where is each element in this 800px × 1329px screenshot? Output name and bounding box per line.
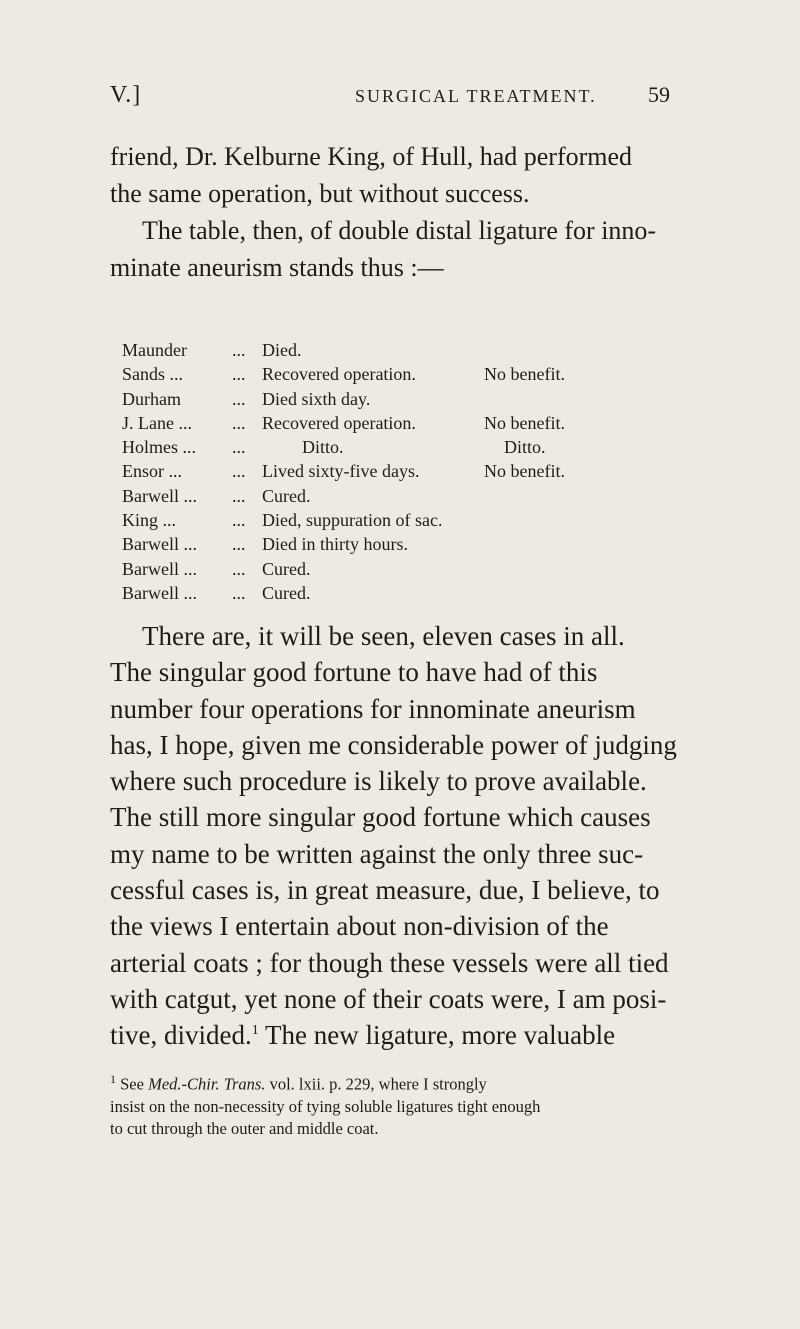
case-leader-dots: ... (232, 534, 246, 555)
case-surgeon: Barwell ... (122, 485, 197, 506)
journal-title: Med.-Chir. Trans. (148, 1074, 266, 1094)
case-outcome: Cured. (262, 582, 311, 603)
case-result: No benefit. (484, 364, 565, 385)
case-outcome: Died, suppuration of sac. (262, 510, 443, 531)
case-surgeon: Durham (122, 388, 181, 409)
case-surgeon: J. Lane ... (122, 412, 192, 433)
text-line: number four operations for innominate aneurism (110, 693, 636, 724)
text-fragment: tive, divided. (110, 1020, 252, 1051)
page-number: 59 (648, 82, 670, 107)
text-line: There are, it will be seen, eleven cases in all. (142, 621, 625, 651)
text-line: my name to be written against the only three suc- (110, 838, 644, 869)
case-leader-dots: ... (232, 582, 246, 603)
case-leader-dots: ... (232, 558, 246, 579)
case-table (122, 340, 722, 607)
text-line: The still more singular good fortune which causes (110, 802, 651, 833)
case-leader-dots: ... (232, 340, 246, 360)
case-row (122, 340, 722, 364)
footnote (110, 1068, 710, 1140)
case-leader-dots: ... (232, 485, 246, 506)
text-line: The singular good fortune to have had of this (110, 657, 598, 688)
text-line: with catgut, yet none of their coats were, I am posi- (110, 983, 667, 1014)
case-leader-dots: ... (232, 364, 246, 385)
case-result: No benefit. (484, 412, 565, 433)
text-line: friend, Dr. Kelburne King, of Hull, had performed (110, 142, 633, 171)
footnote-line (110, 1068, 710, 1096)
case-surgeon: Maunder (122, 340, 187, 360)
case-result: No benefit. (484, 461, 565, 482)
case-row (122, 461, 722, 485)
case-row (122, 486, 722, 510)
text-line: minate aneurism stands thus :— (110, 253, 444, 282)
case-leader-dots: ... (232, 412, 246, 433)
running-title: SURGICAL TREATMENT. (355, 86, 597, 106)
case-surgeon: King ... (122, 510, 176, 531)
running-header (110, 82, 670, 112)
case-surgeon: Holmes ... (122, 437, 196, 458)
case-row (122, 364, 722, 388)
case-outcome: Lived sixty-five days. (262, 461, 420, 482)
case-leader-dots: ... (232, 510, 246, 531)
case-row (122, 413, 722, 437)
text-line: has, I hope, given me considerable power of judging (110, 729, 677, 760)
case-outcome: Recovered operation. (262, 412, 416, 433)
body-paragraph (110, 618, 710, 1054)
case-row (122, 559, 722, 583)
footnote-reference[interactable]: 1 (251, 1023, 259, 1039)
case-row (122, 510, 722, 534)
case-row (122, 534, 722, 558)
case-outcome: Recovered operation. (262, 364, 416, 385)
chapter-marker: V.] (110, 82, 142, 108)
case-surgeon: Barwell ... (122, 534, 197, 555)
case-outcome: Cured. (262, 558, 311, 579)
case-outcome: Died sixth day. (262, 388, 371, 409)
case-leader-dots: ... (232, 437, 246, 458)
footnote-marker: 1 (110, 1072, 116, 1086)
footnote-line: to cut through the outer and middle coat. (110, 1118, 379, 1138)
text-line: arterial coats ; for though these vessels were all tied (110, 947, 669, 978)
case-outcome: Cured. (262, 485, 311, 506)
footnote-reference-text: vol. lxii. p. 229, where I strongly (265, 1074, 487, 1094)
case-row (122, 437, 722, 461)
case-outcome: Ditto. (302, 437, 344, 458)
text-fragment: The new ligature, more valuable (258, 1020, 616, 1051)
footnote-line: insist on the non-necessity of tying soluble ligatures tight enough (110, 1096, 541, 1116)
case-row (122, 389, 722, 413)
case-outcome: Died. (262, 340, 302, 360)
case-result: Ditto. (504, 437, 546, 458)
case-row (122, 583, 722, 607)
text-line: the same operation, but without success. (110, 179, 530, 208)
case-leader-dots: ... (232, 461, 246, 482)
text-line (110, 1017, 710, 1053)
footnote-see: See (120, 1074, 144, 1094)
case-outcome: Died in thirty hours. (262, 534, 408, 555)
intro-paragraph (110, 138, 710, 286)
text-line: The table, then, of double distal ligature for inno- (142, 216, 657, 245)
text-line: cessful cases is, in great measure, due, I believe, to (110, 875, 660, 906)
text-line: where such procedure is likely to prove available. (110, 766, 647, 797)
case-surgeon: Ensor ... (122, 461, 182, 482)
case-surgeon: Sands ... (122, 364, 184, 385)
case-surgeon: Barwell ... (122, 582, 197, 603)
text-line: the views I entertain about non-division of the (110, 911, 609, 942)
case-leader-dots: ... (232, 388, 246, 409)
case-surgeon: Barwell ... (122, 558, 197, 579)
